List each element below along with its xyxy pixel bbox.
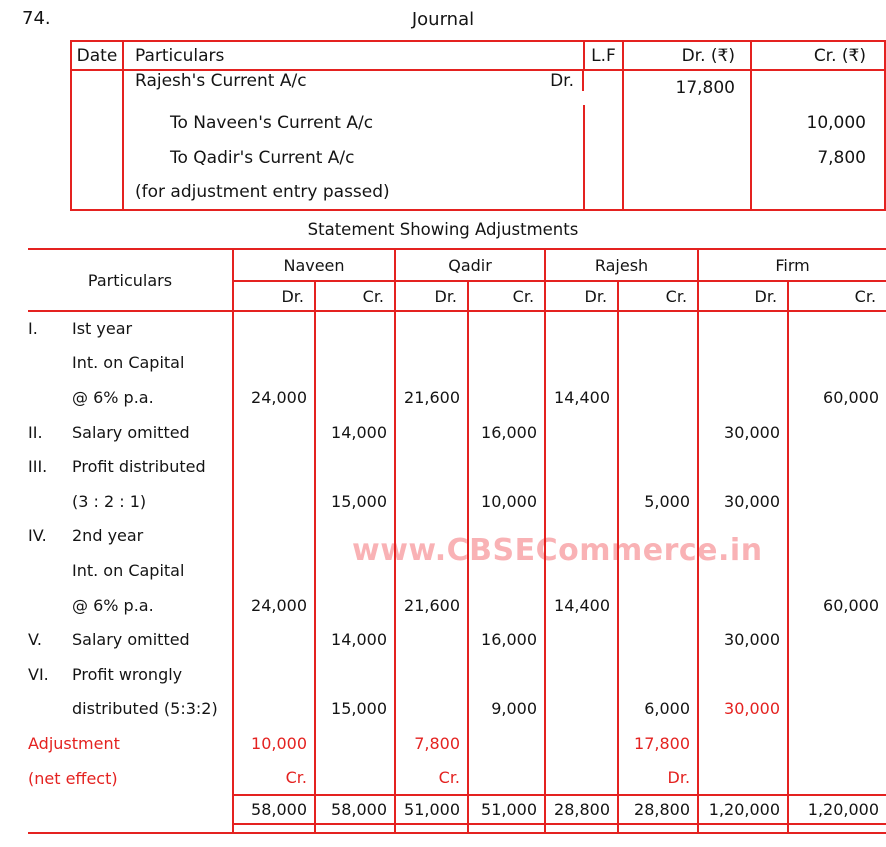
row-label: Int. on Capital <box>72 353 185 373</box>
row-label: III. Profit distributed <box>28 457 206 477</box>
journal-particulars-cell: To Naveen's Current A/c <box>123 105 584 140</box>
row-label: @ 6% p.a. <box>72 595 154 615</box>
amount-cell: 14,400 <box>545 588 618 623</box>
amount-cell: 15,000 <box>315 692 395 727</box>
total-cell: 28,800 <box>618 795 698 824</box>
amount-cell: 5,000 <box>618 484 698 519</box>
statement-group-rajesh: Rajesh <box>545 249 698 281</box>
journal-particulars-cell <box>124 71 584 91</box>
subheader-firm-cr: Cr. <box>788 281 886 311</box>
row-label: (3 : 2 : 1) <box>72 491 147 511</box>
amount-cell-red: 17,800 <box>618 726 698 761</box>
total-cell: 51,000 <box>468 795 545 824</box>
journal-header-dr: Dr. (₹) <box>623 41 751 70</box>
statement-net-effect-row <box>28 761 886 796</box>
amount-cell: 14,000 <box>315 415 395 450</box>
watermark-text: www.CBSECommerce.in <box>352 533 763 568</box>
journal-account-name: Rajesh's Current A/c <box>135 71 307 91</box>
journal-row <box>71 140 885 175</box>
row-label: Int. on Capital <box>72 560 185 580</box>
amount-cell: 24,000 <box>233 588 315 623</box>
journal-cr-amount: 10,000 <box>806 112 866 133</box>
statement-row <box>28 415 886 450</box>
journal-cr-amount: 7,800 <box>817 147 866 168</box>
amount-cell: 60,000 <box>788 380 886 415</box>
total-cell: 58,000 <box>233 795 315 824</box>
row-label: @ 6% p.a. <box>72 387 154 407</box>
journal-header-date: Date <box>71 41 123 70</box>
statement-row <box>28 484 886 519</box>
journal-header-lf: L.F <box>584 41 623 70</box>
amount-cell: 60,000 <box>788 588 886 623</box>
journal-dr-amount: 17,800 <box>623 70 751 105</box>
amount-cell: 30,000 <box>698 484 788 519</box>
statement-row <box>28 692 886 727</box>
amount-cell: 15,000 <box>315 484 395 519</box>
row-label: II. Salary omitted <box>28 422 190 442</box>
total-cell: 1,20,000 <box>788 795 886 824</box>
statement-row <box>28 380 886 415</box>
total-cell: 58,000 <box>315 795 395 824</box>
amount-cell-red: 30,000 <box>698 692 788 727</box>
subheader-rajesh-dr: Dr. <box>545 281 618 311</box>
statement-group-naveen: Naveen <box>233 249 395 281</box>
subheader-qadir-dr: Dr. <box>395 281 468 311</box>
statement-table <box>28 248 886 834</box>
journal-date-cell <box>71 70 123 105</box>
journal-cr-amount <box>751 175 885 210</box>
journal-cr-amount <box>751 70 885 105</box>
row-numeral: I. <box>28 319 38 339</box>
journal-dr-amount <box>623 175 751 210</box>
journal-lf-cell <box>584 140 623 175</box>
amount-cell: 6,000 <box>618 692 698 727</box>
amount-cell-red: 7,800 <box>395 726 468 761</box>
subheader-firm-dr: Dr. <box>698 281 788 311</box>
journal-dr-side: Dr. <box>550 71 574 91</box>
amount-cell: 30,000 <box>698 415 788 450</box>
row-label: IV. 2nd year <box>28 526 144 546</box>
amount-cell: 21,600 <box>395 380 468 415</box>
amount-cell: 21,600 <box>395 588 468 623</box>
row-label: I. Ist year <box>28 319 133 339</box>
statement-header-particulars: Particulars <box>28 249 233 311</box>
amount-cell: 16,000 <box>468 415 545 450</box>
journal-row <box>71 70 885 105</box>
total-cell: 51,000 <box>395 795 468 824</box>
row-label: V. Salary omitted <box>28 630 190 650</box>
journal-header-row <box>71 41 885 70</box>
net-effect-label: (net effect) <box>28 768 118 788</box>
statement-row <box>28 519 886 554</box>
amount-cell-red: 10,000 <box>233 726 315 761</box>
totals-label-cell <box>28 795 233 824</box>
question-number: 74. <box>22 8 51 29</box>
total-cell: 28,800 <box>545 795 618 824</box>
statement-adjustment-row <box>28 726 886 761</box>
statement-row <box>28 346 886 381</box>
journal-dr-amount <box>623 140 751 175</box>
statement-closing-rule-row <box>28 824 886 833</box>
journal-lf-cell <box>584 105 623 140</box>
amount-cell: 30,000 <box>698 622 788 657</box>
subheader-rajesh-cr: Cr. <box>618 281 698 311</box>
statement-row <box>28 553 886 588</box>
journal-row <box>71 105 885 140</box>
journal-lf-cell <box>584 70 623 105</box>
statement-group-firm: Firm <box>698 249 886 281</box>
side-cell-red: Dr. <box>618 761 698 796</box>
subheader-naveen-cr: Cr. <box>315 281 395 311</box>
journal-header-cr: Cr. (₹) <box>751 41 885 70</box>
statement-totals-row <box>28 795 886 824</box>
journal-date-cell <box>71 175 123 210</box>
amount-cell: 10,000 <box>468 484 545 519</box>
amount-cell: 14,000 <box>315 622 395 657</box>
statement-row <box>28 657 886 692</box>
journal-dr-amount <box>623 105 751 140</box>
journal-date-cell <box>71 140 123 175</box>
journal-narration: (for adjustment entry passed) <box>123 175 584 210</box>
subheader-qadir-cr: Cr. <box>468 281 545 311</box>
amount-cell: 9,000 <box>468 692 545 727</box>
statement-group-qadir: Qadir <box>395 249 545 281</box>
statement-row <box>28 622 886 657</box>
amount-cell: 14,400 <box>545 380 618 415</box>
adjustment-label: Adjustment <box>28 733 120 753</box>
statement-row <box>28 311 886 346</box>
side-cell-red: Cr. <box>233 761 315 796</box>
statement-row <box>28 588 886 623</box>
journal-row <box>71 175 885 210</box>
total-cell: 1,20,000 <box>698 795 788 824</box>
subheader-naveen-dr: Dr. <box>233 281 315 311</box>
statement-row <box>28 449 886 484</box>
journal-date-cell <box>71 105 123 140</box>
row-label: distributed (5:3:2) <box>72 699 218 719</box>
amount-cell: 16,000 <box>468 622 545 657</box>
statement-group-header-row <box>28 249 886 281</box>
journal-table <box>70 40 886 211</box>
side-cell-red: Cr. <box>395 761 468 796</box>
journal-particulars-cell: To Qadir's Current A/c <box>123 140 584 175</box>
row-label: VI. Profit wrongly <box>28 664 183 684</box>
journal-title: Journal <box>411 9 475 30</box>
journal-lf-cell <box>584 175 623 210</box>
statement-title: Statement Showing Adjustments <box>307 220 579 239</box>
journal-header-particulars: Particulars <box>123 41 584 70</box>
amount-cell: 24,000 <box>233 380 315 415</box>
